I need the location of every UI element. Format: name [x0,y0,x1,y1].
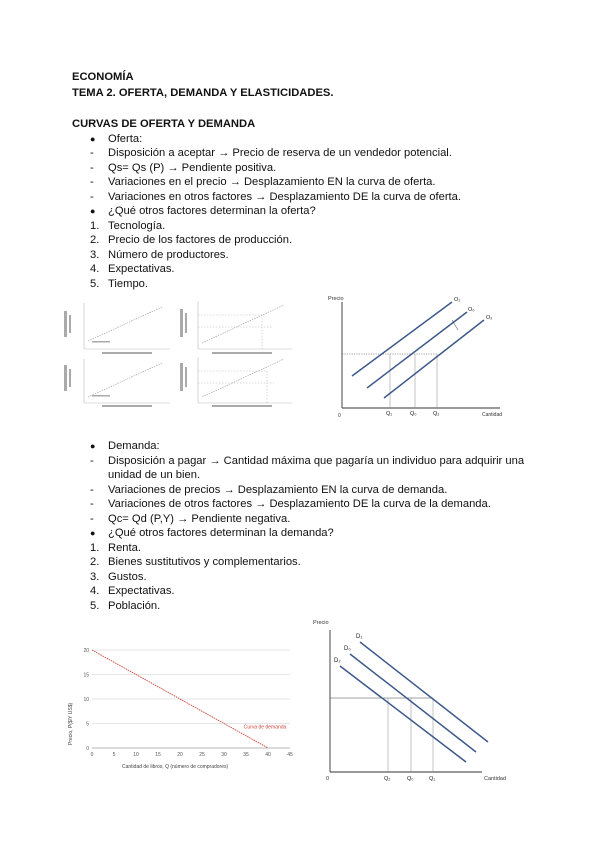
bullet-marker: ● [90,134,96,144]
y-tick-label: 0 [86,746,89,752]
x-tick-label: 40 [265,752,271,758]
tick-label-q1: Q₁ [429,776,436,782]
dash-marker: - [90,513,94,525]
oferta-factor-5: Tiempo. [108,278,148,290]
curve-label-o1: O₁ [454,297,461,303]
demanda-question: ¿Qué otros factores determinan la demanda? [108,527,334,539]
demanda-point-1: Disposición a pagar → Cantidad máxima que pagaría un individuo para adquirir una [108,455,525,467]
demand-curve-d2 [340,666,466,762]
origin-label: 0 [326,776,330,782]
list-number: 4. [90,585,100,597]
oferta-factor-2: Precio de los factores de producción. [108,234,293,246]
demanda-factor-2: Bienes sustitutivos y complementarios. [108,556,301,568]
list-number: 3. [90,249,100,261]
oferta-factor-4: Expectativas. [108,263,175,275]
list-number: 4. [90,263,100,275]
tick-label-q2: Q₂ [433,411,440,417]
oferta-title: Oferta: [108,133,143,145]
supply-curve-o0 [367,312,467,388]
y-tick-label: 20 [83,648,89,654]
oferta-question: ¿Qué otros factores determinan la oferta? [108,205,316,217]
section-title: CURVAS DE OFERTA Y DEMANDA [72,118,256,130]
demand-curve-d0 [350,654,476,752]
curve-legend-label: Curva de demanda [243,724,287,731]
supply-curve-o2 [384,320,484,398]
list-number: 2. [90,556,100,568]
dash-marker: - [90,162,94,174]
x-tick-label: 25 [199,752,205,758]
demanda-point-4: Qc= Qd (P,Y) → Pendiente negativa. [108,513,291,525]
bullet-marker: ● [90,528,96,538]
curve-label-o2: O₂ [486,315,493,321]
demand-shift-chart [310,616,532,786]
demanda-point-3: Variaciones de otros factores → Desplazamiento DE la curva de la demanda. [108,498,491,510]
demanda-factor-1: Renta. [108,542,141,554]
tick-label-q0: Q₀ [407,776,414,782]
oferta-point-3: Variaciones en el precio → Desplazamiento EN la curva de oferta. [108,176,436,188]
demanda-point-1-cont: unidad de un bien. [108,469,201,481]
list-number: 5. [90,278,100,290]
demanda-title: Demanda: [108,440,160,452]
x-tick-label: 0 [90,752,94,758]
x-tick-label: 45 [287,752,293,758]
y-tick-label: 15 [83,672,89,679]
x-tick-label: 5 [112,752,116,758]
y-tick-label: 10 [83,697,89,703]
demand-line-chart [62,640,302,776]
curve-label-o0: O₀ [468,307,475,313]
oferta-factor-3: Número de productores. [108,249,229,261]
tick-label-q0: Q₀ [410,411,417,417]
oferta-factor-1: Tecnología. [108,220,166,232]
dash-marker: - [90,498,94,510]
curve-label-d2: D₂ [334,658,341,664]
x-axis-label: Cantidad [484,776,507,782]
dash-marker: - [90,455,94,467]
x-tick-label: 30 [221,752,227,758]
list-number: 2. [90,234,100,246]
y-tick-label: 5 [86,721,89,728]
oferta-point-1: Disposición a aceptar → Precio de reserva de un vendedor potencial. [108,147,452,159]
tick-label-q2: Q₂ [384,776,391,782]
x-tick-label: 20 [177,752,183,758]
curve-label-d0: D₀ [344,646,351,652]
dash-marker: - [90,484,94,496]
demanda-factor-5: Población. [108,600,161,612]
bullet-marker: ● [90,206,96,216]
tick-label-q1: Q₁ [386,411,393,417]
bullet-marker: ● [90,441,96,451]
origin-label: 0 [338,413,341,419]
x-axis-label: Cantidad de libros, Q (número de compradores) [122,764,229,770]
demanda-point-2: Variaciones de precios → Desplazamiento EN la curva de demanda. [108,484,448,496]
oferta-point-4: Variaciones en otros factores → Desplazamiento DE la curva de oferta. [108,191,461,203]
dash-marker: - [90,176,94,188]
list-number: 3. [90,571,100,583]
list-number: 5. [90,600,100,612]
x-tick-label: 15 [155,752,161,758]
topic-title: TEMA 2. OFERTA, DEMANDA Y ELASTICIDADES. [72,87,334,99]
list-number: 1. [90,542,100,554]
curve-label-d1: D₁ [356,634,363,640]
list-number: 1. [90,220,100,232]
dash-marker: - [90,147,94,159]
y-axis-label: Precio [313,620,329,626]
demanda-factor-4: Expectativas. [108,585,175,597]
x-tick-label: 35 [243,752,249,758]
supply-shift-chart [320,290,530,418]
dash-marker: - [90,191,94,203]
oferta-point-2: Qs= Qs (P) → Pendiente positiva. [108,162,277,174]
x-tick-label: 10 [133,752,139,758]
demand-curve-d1 [360,642,488,742]
x-axis-label: Cantidad [482,412,503,418]
subject-title: ECONOMÍA [72,71,134,83]
y-axis-label: Precio [328,296,344,302]
supply-thumbnails [62,297,302,409]
demanda-factor-3: Gustos. [108,571,147,583]
y-axis-label: Precio, P($/Y US$) [68,702,74,745]
